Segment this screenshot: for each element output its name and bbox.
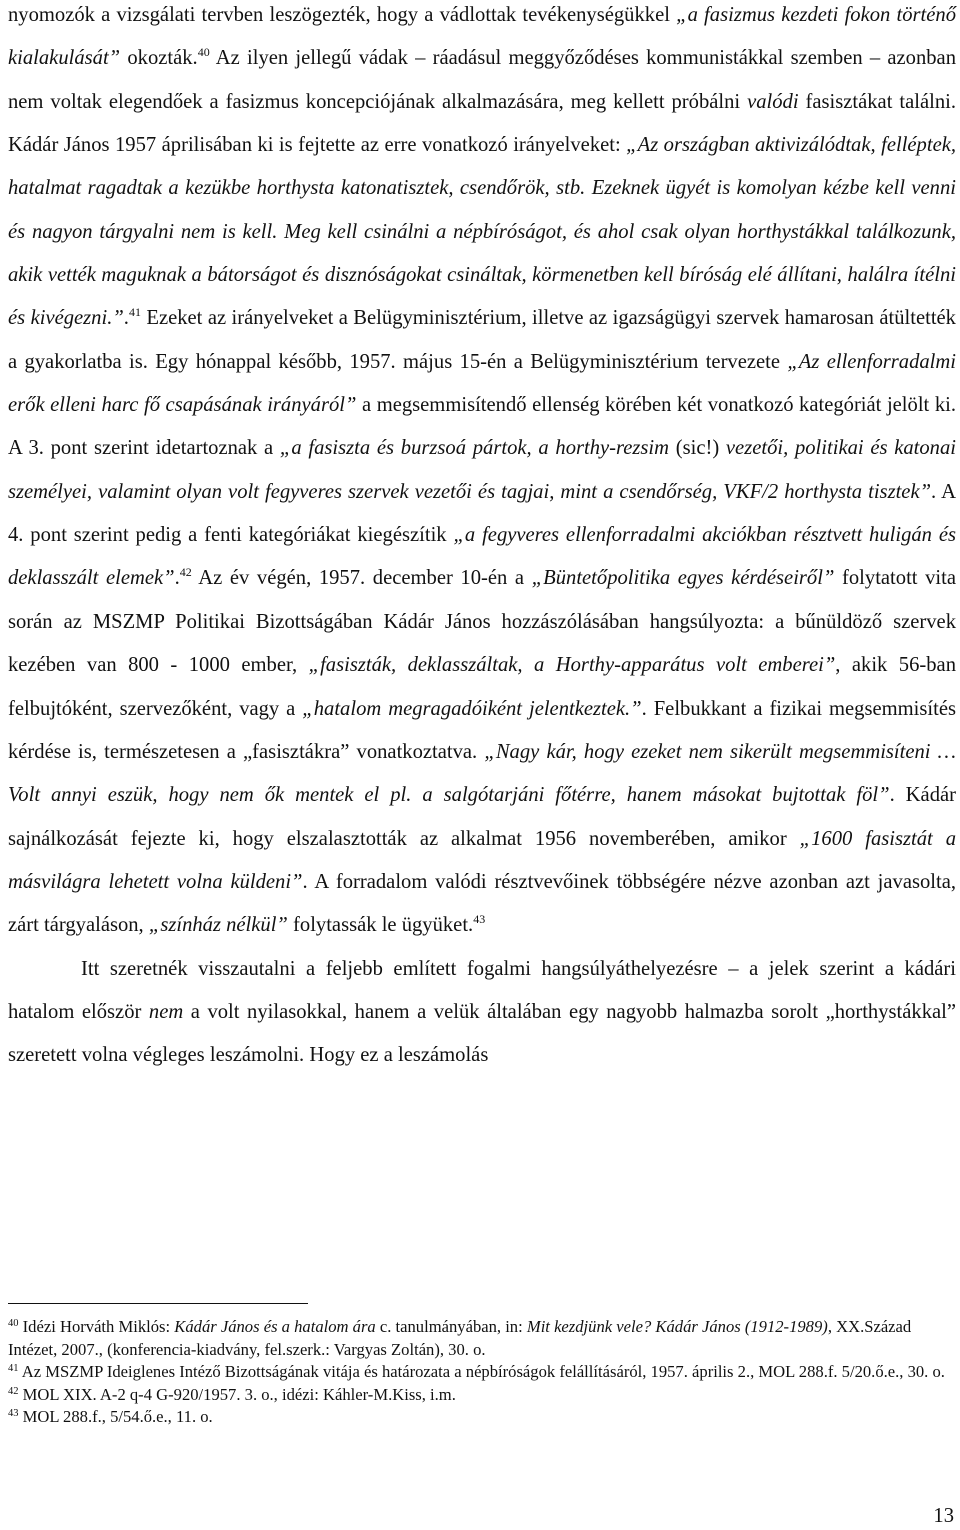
text-run: . <box>174 567 180 590</box>
page-number: 13 <box>933 1505 954 1527</box>
italic-run: „a fegyveres ellenforradalmi akciókban résztvett huligán és deklasszált elemek” <box>8 524 956 590</box>
footnote-ref: 43 <box>8 1408 19 1420</box>
footnote-43 <box>8 1406 956 1429</box>
text-run: . <box>123 307 129 330</box>
footnote-ref: 42 <box>179 565 192 580</box>
text-run: Az ilyen jellegű vádak – ráadásul meggyőződéses kommunistákkal szemben – azonban nem voltak elegendőek a fasizmus koncepciójának alkalmazására, meg kellett próbálni <box>8 47 956 113</box>
text-run: nyomozók a vizsgálati tervben leszögezték, hogy a vádlottak tevékenységükkel <box>8 4 677 26</box>
text-run: Ezeket az irányelveket a Belügyminisztérium, illetve az igazságügyi szervek hamarosan átültették a gyakorlatba is. Egy hónappal később, 1957. május 15-én a Belügyminisztérium tervezete <box>8 307 956 373</box>
text-run: . A forradalom valódi résztvevőinek többségére nézve azonban azt javasolta, zárt tárgyaláson, <box>8 870 956 937</box>
italic-run: „hatalom megragadóiként jelentkeztek.” <box>302 697 642 720</box>
footnote-ref: 43 <box>473 912 486 927</box>
italic-run: „színház nélkül” <box>148 914 288 937</box>
italic-run: „a fasizmus kezdeti fokon történő kialakulását” <box>8 4 956 70</box>
footnote-42 <box>8 1384 956 1407</box>
body-text <box>8 0 956 1078</box>
text-run: a megsemmisítendő ellenség körében két vonatkozó kategóriát jelölt ki. A 3. pont szerint idetartoznak a <box>8 394 956 460</box>
text-run: . Kádár sajnálkozását fejezte ki, hogy elszalasztották az alkalmat 1956 novemberében, amikor <box>8 784 956 850</box>
italic-run: „a fasiszta és burzsoá pártok, a horthy-rezsim <box>279 437 670 460</box>
italic-run: Kádár János és a hatalom ára <box>174 1317 376 1336</box>
footnote-ref: 42 <box>8 1385 19 1397</box>
italic-run: „Büntetőpolitika egyes kérdéseiről” <box>531 567 835 590</box>
text-run: , akik 56-ban felbujtóként, szervezőként, vagy a <box>8 654 956 720</box>
italic-run: nem <box>148 1000 184 1023</box>
text-run: . A 4. pont szerint pedig a fenti kategóriákat kiegészítik <box>8 480 956 547</box>
text-run: Az év végén, 1957. december 10-én a <box>191 567 532 590</box>
text-run: Idézi Horváth Miklós: <box>18 1317 175 1336</box>
footnote-40 <box>8 1316 956 1361</box>
text-run: okozták. <box>120 47 198 70</box>
footnote-ref: 41 <box>128 305 141 320</box>
paragraph-1 <box>8 0 956 948</box>
text-run: MOL XIX. A-2 q-4 G-920/1957. 3. o., idézi: Káhler-M.Kiss, i.m. <box>18 1384 456 1404</box>
text-run: Az MSZMP Ideiglenes Intéző Bizottságának vitája és határozata a népbíróságok felállításáról, 1957. április 2., MOL 288.f. 5/20.ő.e., 30. o. <box>18 1362 945 1382</box>
italic-run: „Az országban aktivizálódtak, felléptek, hatalmat ragadtak a kezükbe horthysta katonatisztek, csendőrök, stb. Ezeknek ügyét is komolyan kézbe kell venni és nagyon tárgyalni nem is kell. Meg kell csinálni a népbíróságot, és ahol csak olyan horthystákkal találkozunk, akik vették maguknak a bátorságot és disznóságokat csináltak, körmenetben kell bíróság elé állítani, halálra ítélni és kivégezni.” <box>8 134 956 330</box>
text-run: fasisztákat találni. Kádár János 1957 áprilisában ki is fejtette az erre vonatkozó irányelveket: <box>8 90 956 157</box>
text-run: c. tanulmányában, in: <box>375 1317 527 1336</box>
footnote-41 <box>8 1361 956 1384</box>
footnote-separator <box>8 1303 308 1304</box>
text-run: folytassák le ügyüket. <box>287 914 474 937</box>
italic-run: Mit kezdjünk vele? Kádár János (1912-1989) <box>526 1317 828 1336</box>
italic-run: „Nagy kár, hogy ezeket nem sikerült megsemmisíteni … Volt annyi eszük, hogy nem ők mentek el pl. a salgótarjáni főtérre, hanem másokat bujtottak föl” <box>8 740 956 807</box>
text-run: (sic!) <box>669 437 726 460</box>
paragraph-2 <box>8 948 956 1078</box>
italic-run: valódi <box>747 90 799 113</box>
text-run: . Felbukkant a fizikai megsemmisítés kérdése is, természetesen a „fasisztákra” vonatkoztatva. <box>8 697 956 763</box>
text-run: a volt nyilasokkal, hanem a velük általában egy nagyobb halmazba sorolt „horthystákkal” szeretett volna végleges leszámolni. Hogy ez a leszámolás <box>8 1000 956 1067</box>
italic-run: „1600 fasisztát a másvilágra lehetett volna küldeni” <box>8 827 956 893</box>
text-run: , XX.Század Intézet, 2007., (konferencia-kiadvány, fel.szerk.: Vargyas Zoltán), 30. o. <box>8 1317 912 1359</box>
text-run: folytatott vita során az MSZMP Politikai Bizottságában Kádár János hozzászólásában hangsúlyozta: a bűnüldöző szervek kezében van 800 - 1000 ember, <box>8 567 957 677</box>
text-run: Itt szeretnék visszautalni a feljebb említett fogalmi hangsúlyáthelyezésre – a jelek szerint a kádári hatalom először <box>8 957 956 1023</box>
footnotes <box>8 1316 956 1429</box>
footnote-ref: 40 <box>197 45 210 60</box>
footnote-ref: 41 <box>8 1363 19 1375</box>
italic-run: „fasiszták, deklasszáltak, a Horthy-apparátus volt emberei” <box>308 654 836 677</box>
italic-run: vezetői, politikai és katonai személyei, valamint olyan volt fegyveres szervek vezetői és tagjai, mint a csendőrség, VKF/2 horthysta tisztek” <box>8 437 956 503</box>
text-run: MOL 288.f., 5/54.ő.e., 11. o. <box>18 1407 213 1427</box>
italic-run: „Az ellenforradalmi erők elleni harc fő csapásának irányáról” <box>8 350 956 417</box>
footnote-ref: 40 <box>8 1318 19 1329</box>
